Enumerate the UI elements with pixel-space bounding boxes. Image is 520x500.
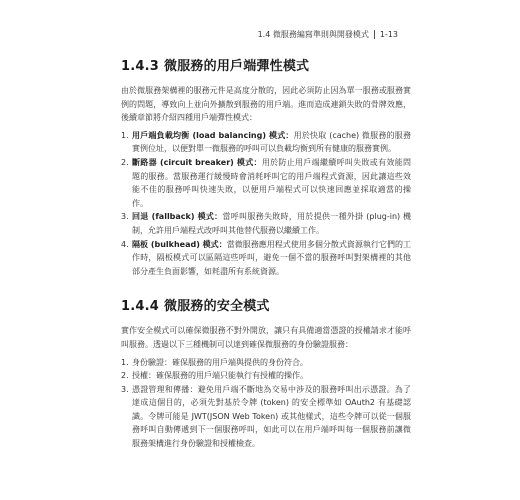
section-number: 1.4.4 [121, 299, 160, 315]
section-client-resiliency [121, 58, 411, 278]
page-number: 1-13 [379, 30, 398, 39]
mechanism-desc: 憑證管理和傳播：避免用戶端不斷地為交易中涉及的服務呼叫出示憑證。為了達成這個目的，必須先對基於令牌 (token) 的安全標準如 OAuth2 有基礎認識。令牌可能是 JWT(JSON Web Token) 或其他樣式，這些令牌可以從一個服務呼叫自動傳遞到下一個服務呼叫，如此可以在用戶端呼叫每一個服務前讓微服務架構進行身份驗證和授權檢查。 [132, 384, 411, 449]
resiliency-pattern-list [121, 129, 411, 279]
pattern-term: 隔板 (bulkhead) 模式： [132, 239, 227, 249]
list-index: 4. [121, 239, 129, 249]
list-index: 1. [121, 357, 129, 367]
list-item [121, 210, 411, 237]
security-mechanism-list [121, 356, 411, 451]
list-index: 3. [121, 384, 129, 394]
mechanism-desc: 身份驗證：確保服務的用戶端與提供的身份符合。 [132, 357, 308, 367]
section-heading-1-4-4 [121, 298, 411, 316]
pattern-term: 斷路器 (circuit breaker) 模式： [132, 157, 262, 167]
section-title: 微服務的用戶端彈性模式 [164, 59, 310, 74]
list-item [121, 369, 411, 383]
pattern-desc: 用於快取 (cache) 微服務的服務實例位址，以便對單一微服務的呼叫可以負載均衡到所有健康的服務實例。 [132, 130, 411, 154]
pattern-desc: 當微服務應用程式使用多個分散式資源執行它們的工作時，隔板模式可以區隔這些呼叫，避免一個不當的服務呼叫對架構裡的其他部分產生負面影響，如耗盡所有系統資源。 [132, 239, 412, 276]
section-intro: 實作安全模式可以確保微服務不對外開放，讓只有具備適當憑證的授權請求才能呼叫服務。透過以下三種機制可以達到確保微服務的身份驗證服務： [121, 326, 411, 349]
list-index: 2. [121, 157, 129, 167]
page-content [121, 58, 411, 451]
section-heading-1-4-3 [121, 58, 411, 76]
list-index: 2. [121, 371, 129, 381]
mechanism-desc: 授權：確保服務的用戶端只能執行有授權的操作。 [132, 371, 308, 381]
section-title: 微服務的安全模式 [164, 299, 270, 315]
list-index: 3. [121, 212, 129, 222]
running-header [258, 29, 398, 40]
chapter-title: 1.4 微服務編寫準則與開發模式 [257, 30, 369, 39]
pattern-term: 用戶端負載均衡 (load balancing) 模式： [132, 130, 294, 140]
section-number: 1.4.3 [121, 59, 160, 74]
section-security [121, 298, 411, 450]
list-index: 1. [121, 130, 129, 140]
section-intro: 由於微服務架構裡的服務元件是高度分散的，因此必須防止因為單一服務或服務實例的問題，導致向上並向外擴散到服務的用戶端。進而造成連鎖失敗的骨牌效應，後續章節將介紹四種用戶端彈性模式： [121, 86, 411, 123]
header-divider [374, 30, 375, 39]
pattern-term: 回退 (fallback) 模式： [132, 212, 223, 222]
list-item [121, 156, 411, 210]
pattern-desc: 用於防止用戶端繼續呼叫失敗或有效能問題的服務。當服務運行緩慢時會消耗呼叫它的用戶端程式資源，因此讓這些效能不佳的服務呼叫快速失敗，以便用戶端程式可以快速回應並採取適當的操作。 [132, 157, 412, 208]
pattern-desc: 當呼叫服務失敗時，用於提供一種外掛 (plug-in) 機制，允許用戶端程式改呼叫其他替代服務以繼續工作。 [132, 212, 411, 235]
list-item [121, 238, 411, 279]
list-item [121, 356, 411, 370]
list-item [121, 129, 411, 156]
list-item [121, 383, 411, 451]
